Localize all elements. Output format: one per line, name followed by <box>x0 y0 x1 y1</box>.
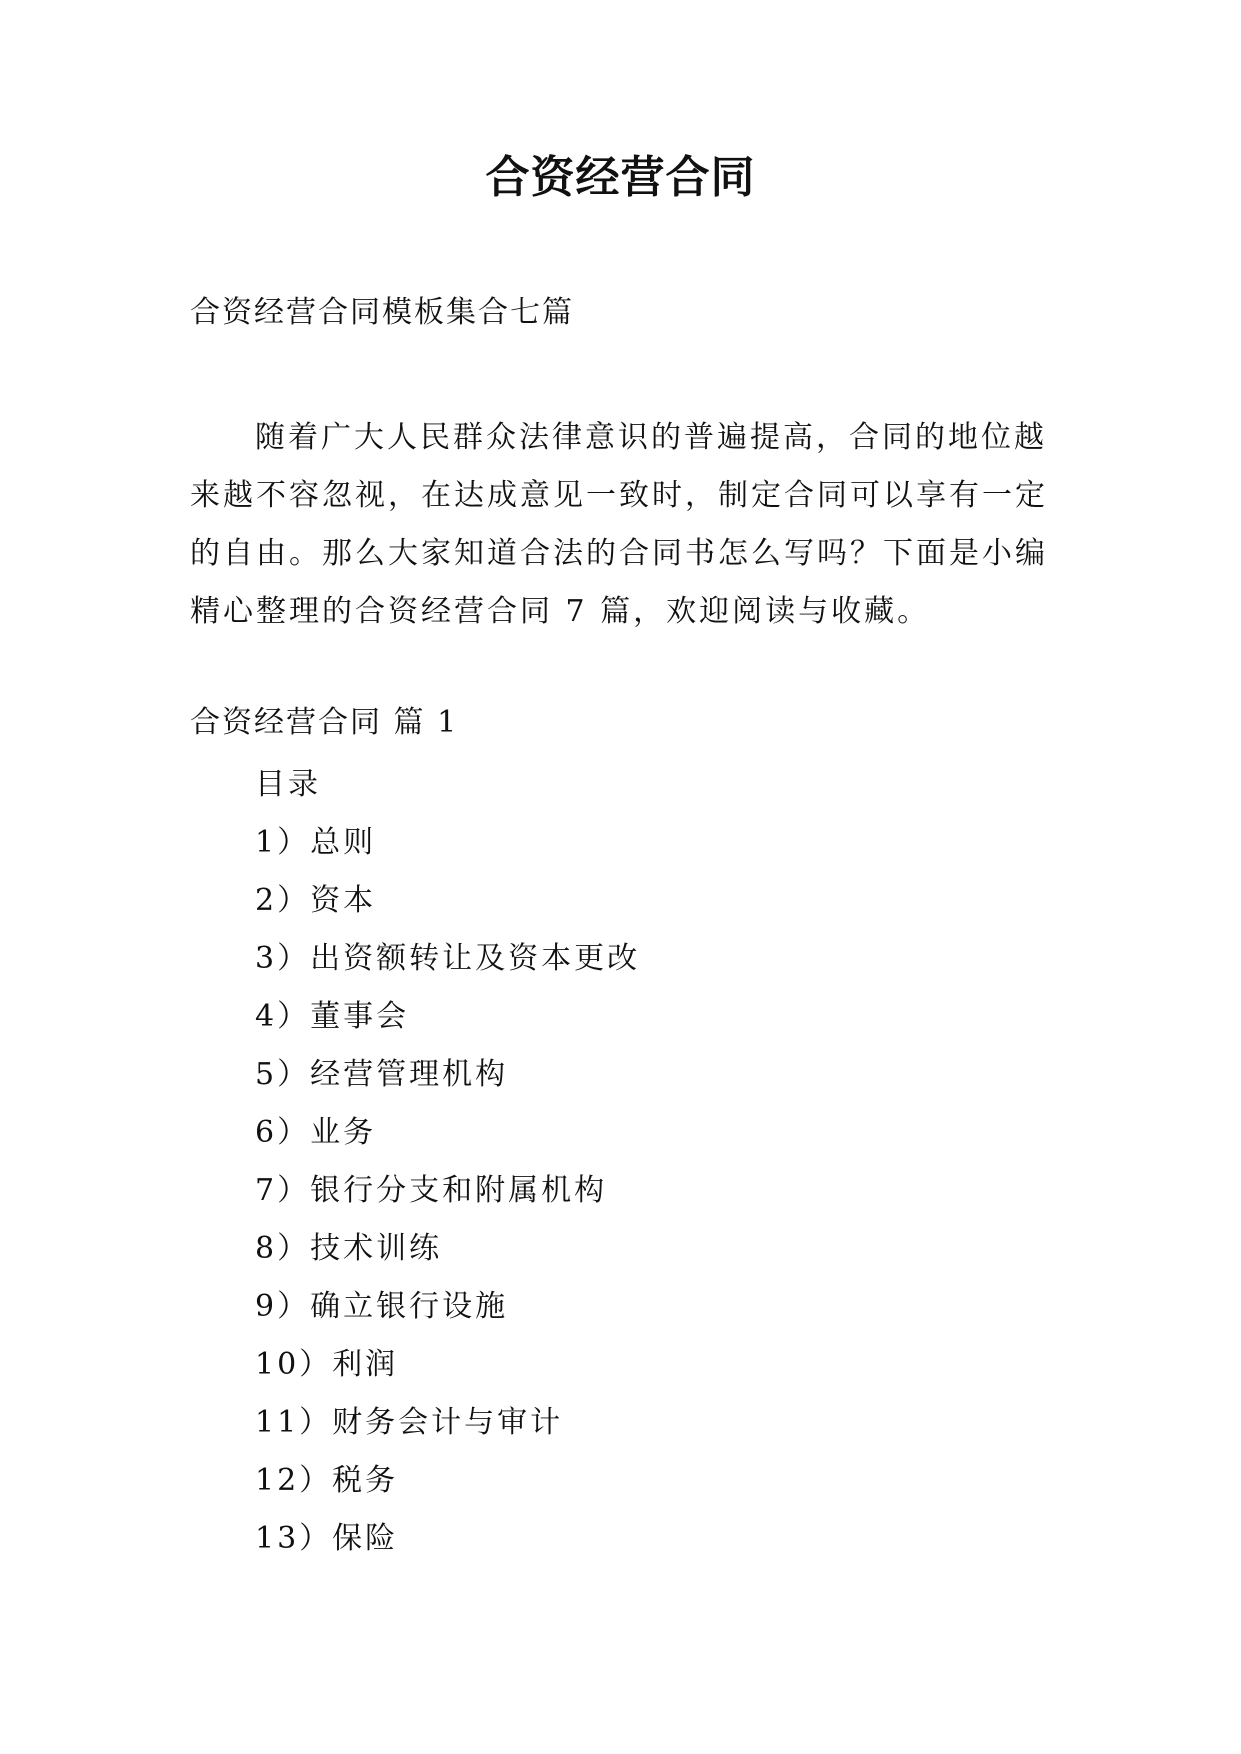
toc-item: 7）银行分支和附属机构 <box>255 1173 608 1208</box>
toc-item: 6）业务 <box>255 1115 377 1150</box>
toc-item: 12）税务 <box>255 1463 399 1498</box>
toc-item: 8）技术训练 <box>255 1231 443 1266</box>
intro-line: 随着广大人民群众法律意识的普遍提高，合同的地位越 <box>255 420 1047 455</box>
toc-item: 10）利润 <box>255 1347 399 1382</box>
toc-item: 13）保险 <box>255 1521 399 1556</box>
toc-item: 9）确立银行设施 <box>255 1289 509 1324</box>
toc-heading: 目录 <box>255 767 321 802</box>
intro-line: 的自由。那么大家知道合法的合同书怎么写吗？下面是小编 <box>190 536 1048 571</box>
table-of-contents <box>255 756 640 1568</box>
intro-line: 精心整理的合资经营合同 7 篇，欢迎阅读与收藏。 <box>190 594 931 629</box>
document-subtitle: 合资经营合同模板集合七篇 <box>190 295 574 330</box>
document-title: 合资经营合同 <box>485 152 756 203</box>
section-heading: 合资经营合同 篇 1 <box>190 705 459 740</box>
toc-item: 1）总则 <box>255 825 377 860</box>
toc-item: 5）经营管理机构 <box>255 1057 509 1092</box>
toc-item: 2）资本 <box>255 883 377 918</box>
toc-item: 3）出资额转让及资本更改 <box>255 941 641 976</box>
toc-item: 11）财务会计与审计 <box>255 1405 564 1440</box>
intro-line: 来越不容忽视，在达成意见一致时，制定合同可以享有一定 <box>190 478 1048 513</box>
intro-paragraph <box>190 409 1050 641</box>
toc-item: 4）董事会 <box>255 999 410 1034</box>
